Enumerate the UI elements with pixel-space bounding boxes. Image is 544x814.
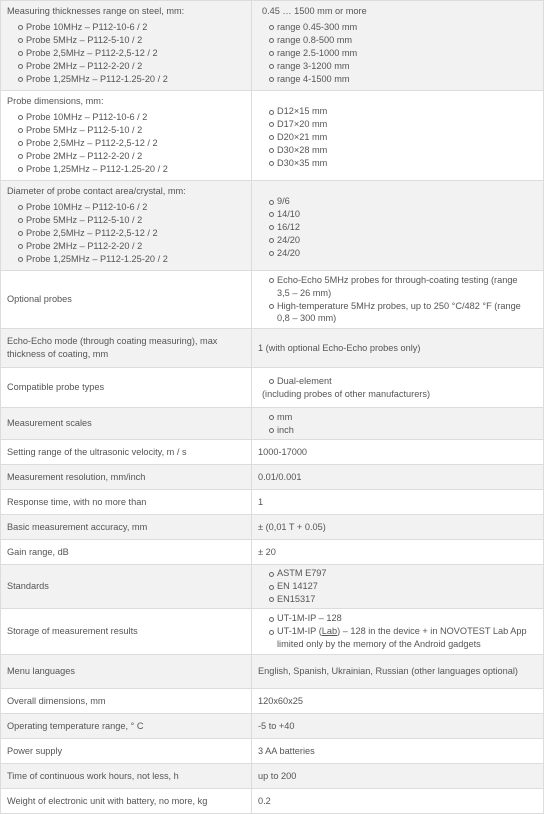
list-item: Probe 2MHz – P112-2-20 / 2 <box>19 60 245 73</box>
storage-text-b: ) – 128 in the device + in NOVOTEST Lab App limited only by the memory of the Android gadgets <box>277 626 527 649</box>
list-item: Probe 2,5MHz – P112-2,5-12 / 2 <box>19 47 245 60</box>
table-row <box>1 789 544 814</box>
spec-label: Optional probes <box>1 271 252 329</box>
list-item: ASTM E797 <box>270 567 537 580</box>
list-item: High-temperature 5MHz probes, up to 250 °C/482 °F (range 0,8 – 300 mm) <box>270 300 529 326</box>
list-item: range 2.5-1000 mm <box>270 47 537 60</box>
spec-label: Response time, with no more than <box>1 490 252 515</box>
spec-value <box>252 609 544 655</box>
spec-label: Overall dimensions, mm <box>1 689 252 714</box>
list-item: Probe 1,25MHz – P112-1.25-20 / 2 <box>19 163 245 176</box>
spec-label-head: Diameter of probe contact area/crystal, mm: <box>7 186 186 196</box>
lab-link[interactable]: Lab <box>321 626 338 637</box>
list-item: Probe 10MHz – P112-10-6 / 2 <box>19 111 245 124</box>
table-row <box>1 91 544 181</box>
table-row <box>1 1 544 91</box>
list-item: Probe 10MHz – P112-10-6 / 2 <box>19 21 245 34</box>
spec-value <box>252 91 544 181</box>
spec-label: Power supply <box>1 739 252 764</box>
spec-value: 1 <box>252 490 544 515</box>
spec-value: 1000-17000 <box>252 440 544 465</box>
spec-value <box>252 368 544 408</box>
spec-label: Echo-Echo mode (through coating measuring), max thickness of coating, mm <box>1 329 252 368</box>
list-item: Probe 1,25MHz – P112-1.25-20 / 2 <box>19 253 245 266</box>
list-item: Probe 5MHz – P112-5-10 / 2 <box>19 34 245 47</box>
spec-label: Standards <box>1 565 252 609</box>
list-item: Probe 10MHz – P112-10-6 / 2 <box>19 201 245 214</box>
list-item: Probe 2,5MHz – P112-2,5-12 / 2 <box>19 137 245 150</box>
value-list <box>258 105 537 170</box>
list-item: Probe 5MHz – P112-5-10 / 2 <box>19 214 245 227</box>
list-item: 9/6 <box>270 195 537 208</box>
spec-label: Weight of electronic unit with battery, no more, kg <box>1 789 252 814</box>
table-row <box>1 271 544 329</box>
spec-value: 120x60x25 <box>252 689 544 714</box>
spec-value <box>252 565 544 609</box>
spec-label: Menu languages <box>1 655 252 689</box>
table-row <box>1 440 544 465</box>
spec-label: Operating temperature range, ° C <box>1 714 252 739</box>
table-row <box>1 565 544 609</box>
spec-value: 1 (with optional Echo-Echo probes only) <box>252 329 544 368</box>
value-tail: (including probes of other manufacturers) <box>262 388 431 399</box>
spec-value <box>252 181 544 271</box>
table-row <box>1 465 544 490</box>
list-item: Probe 2MHz – P112-2-20 / 2 <box>19 150 245 163</box>
spec-label: Measurement resolution, mm/inch <box>1 465 252 490</box>
list-item <box>270 625 531 651</box>
spec-value <box>252 408 544 440</box>
probe-list <box>7 111 245 176</box>
list-item: mm <box>270 411 537 424</box>
spec-value: 0.2 <box>252 789 544 814</box>
value-list <box>258 567 537 606</box>
spec-label: Compatible probe types <box>1 368 252 408</box>
spec-label-head: Measuring thicknesses range on steel, mm: <box>7 6 185 16</box>
table-row <box>1 540 544 565</box>
spec-value: up to 200 <box>252 764 544 789</box>
spec-label: Storage of measurement results <box>1 609 252 655</box>
list-item: Probe 2MHz – P112-2-20 / 2 <box>19 240 245 253</box>
storage-text-a: UT-1M-IP ( <box>277 626 322 637</box>
value-list <box>258 195 537 260</box>
list-item: Dual-element <box>270 375 537 388</box>
table-row <box>1 689 544 714</box>
list-item: inch <box>270 424 537 437</box>
list-item: 14/10 <box>270 208 537 221</box>
list-item: range 0.8-500 mm <box>270 34 537 47</box>
list-item: range 0.45-300 mm <box>270 21 537 34</box>
table-row <box>1 408 544 440</box>
list-item: D30×35 mm <box>270 157 537 170</box>
list-item: D30×28 mm <box>270 144 537 157</box>
table-row <box>1 368 544 408</box>
table-row <box>1 329 544 368</box>
spec-value: ± 20 <box>252 540 544 565</box>
spec-label-head: Probe dimensions, mm: <box>7 96 104 106</box>
spec-label <box>1 91 252 181</box>
spec-value: 3 AA batteries <box>252 739 544 764</box>
list-item: UT-1M-IP – 128 <box>270 612 531 625</box>
list-item: range 4-1500 mm <box>270 73 537 86</box>
value-list <box>258 375 537 388</box>
list-item: D12×15 mm <box>270 105 537 118</box>
list-item: Probe 1,25MHz – P112-1.25-20 / 2 <box>19 73 245 86</box>
list-item: EN 14127 <box>270 580 537 593</box>
spec-label: Basic measurement accuracy, mm <box>1 515 252 540</box>
list-item: 24/20 <box>270 234 537 247</box>
table-row <box>1 739 544 764</box>
spec-value <box>252 1 544 91</box>
table-row <box>1 655 544 689</box>
table-row <box>1 515 544 540</box>
table-row <box>1 181 544 271</box>
spec-label: Time of continuous work hours, not less, h <box>1 764 252 789</box>
spec-label: Gain range, dB <box>1 540 252 565</box>
spec-label <box>1 181 252 271</box>
list-item: Probe 2,5MHz – P112-2,5-12 / 2 <box>19 227 245 240</box>
probe-list <box>7 21 245 86</box>
table-row <box>1 714 544 739</box>
value-list <box>258 274 537 326</box>
spec-value: -5 to +40 <box>252 714 544 739</box>
table-row <box>1 490 544 515</box>
spec-value: ± (0,01 T + 0.05) <box>252 515 544 540</box>
value-list <box>258 612 537 651</box>
table-row <box>1 764 544 789</box>
list-item: EN15317 <box>270 593 537 606</box>
probe-list <box>7 201 245 266</box>
list-item: range 3-1200 mm <box>270 60 537 73</box>
spec-value: English, Spanish, Ukrainian, Russian (other languages optional) <box>252 655 544 689</box>
spec-value-head: 0.45 … 1500 mm or more <box>262 6 367 16</box>
spec-value: 0.01/0.001 <box>252 465 544 490</box>
spec-label: Measurement scales <box>1 408 252 440</box>
value-list <box>258 21 537 86</box>
list-item: Echo-Echo 5MHz probes for through-coating testing (range 3,5 – 26 mm) <box>270 274 529 300</box>
list-item: 16/12 <box>270 221 537 234</box>
spec-label: Setting range of the ultrasonic velocity, m / s <box>1 440 252 465</box>
spec-value <box>252 271 544 329</box>
list-item: Probe 5MHz – P112-5-10 / 2 <box>19 124 245 137</box>
value-list <box>258 411 537 437</box>
spec-label <box>1 1 252 91</box>
list-item: 24/20 <box>270 247 537 260</box>
list-item: D17×20 mm <box>270 118 537 131</box>
table-row <box>1 609 544 655</box>
list-item: D20×21 mm <box>270 131 537 144</box>
